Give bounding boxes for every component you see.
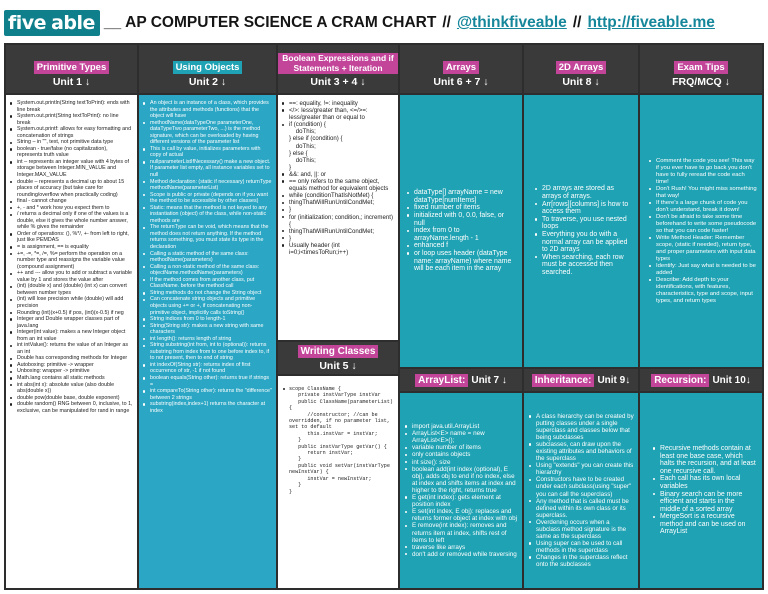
unit3-item: </>: less/greater than, <=/>=: less/greater than or equal to [281,107,394,121]
unit9-item: Changes in the superclass reflect onto the subclasses [528,554,635,568]
exam-tips-list [648,158,758,305]
unit2-item: An object is an instance of a class, which provides the attributes and methods (functions) that the object will have [142,100,272,120]
unit7-item: only contains objects [404,451,518,458]
unit1-item: Order of operations: (), %*/, +- from left to right, just like PEMDAS [9,231,133,244]
unit1-panel [6,95,137,588]
subheader-title: ArrayList: [415,374,468,387]
unit2-item: Scope is public or private (depends on if you want the method to be accessible by other classes) [142,192,272,205]
unit10-item: Each call has its own local variables [652,475,756,490]
unit1-item: int – represents an integer value with 4 bytes of storage between Integer.MIN_VALUE and Integer.MAX_VALUE [9,159,133,179]
unit9-item: A class hierarchy can be created by putting classes under a single superclass and classes below that being subclasses [528,413,635,441]
unit3-4-panel [278,95,398,340]
unit9-item: subclasses, can draw upon the existing attributes and behaviors of the superclass [528,441,635,462]
cram-grid [4,43,764,590]
unit2-item: This is call by value, initializes parameters with copy of actual [142,146,272,159]
unit7-item: variable number of items [404,444,518,451]
unit2-list [142,100,272,414]
fiveable-logo [4,10,100,36]
unit1-item: Autoboxing: primitive -> wrapper [9,362,133,369]
column-header-unit1 [6,45,137,93]
subheader-unit: Unit 9↓ [597,374,631,386]
unit1-item: String – in "", text, not primitive data type [9,139,133,146]
column-title: Arrays [443,61,479,74]
unit3-item: thingThatWillRunUntilCondMet; [281,228,394,235]
unit3-item: &&: and, ||: or [281,171,394,178]
column-title: 2D Arrays [556,61,607,74]
unit9-item: Constructors have to be created under each subclass(using "super" you can call the superclass) [528,476,635,497]
unit8-item: To traverse, you use nested loops [534,216,632,231]
unit1-item: int intValue(): returns the value of an Integer as an int [9,342,133,355]
recursion-panel [640,393,762,588]
unit10-item: MergeSort is a recursive method and can be used on ArrayList [652,513,756,536]
unit1-item: double pow(double base, double exponent) [9,395,133,402]
column-header-unit3-4 [278,45,398,93]
column-title: Boolean Expressions and if Statements + Iteration [278,53,398,74]
inheritance-panel [524,393,638,588]
page-header [0,6,768,40]
column-unit: Unit 3 + 4 ↓ [310,76,366,88]
unit1-item: System.out.printf: allows for easy formatting and concatenation of strings [9,126,133,139]
unit3-item: Usually header (int i=0;i<timesToRun;i++) [281,242,394,256]
tips-item: Describe: Add depth to your identifications, with features, characteristics, type and scope, input types, and return types [648,277,758,305]
unit7-item: ArrayList<E> name = new ArrayList<E>(); [404,430,518,444]
unit1-item: = is assignment, == is equality [9,244,133,251]
unit1-item: System.out.println(String textToPrint): ends with line break [9,100,133,113]
unit7-item: boolean add(int index (optional), E obj), adds obj to end if no index, else at index and shifts items at index and higher to the right, returns true [404,466,518,494]
column-header-exam-tips [640,45,762,93]
subheader-title: Inheritance: [532,374,595,387]
column-unit: Unit 2 ↓ [188,76,227,88]
2d-arrays-panel [524,95,638,367]
unit1-item: Rounding (int)(x+0.5) if pos, (int)(x-0.5) if neg [9,310,133,317]
unit7-item: E remove(int index): removes and returns item at index, shifts rest of items to left [404,522,518,543]
unit2-item: Calling a non-static method of the same class: objectName.methodName(parameters) [142,264,272,277]
arrays-panel [400,95,522,367]
title-line [104,14,715,32]
unit3-item: } [281,235,394,242]
tips-item: Don't Rush! You might miss something that way! [648,186,758,200]
subheader-title: Recursion: [651,374,709,387]
unit9-item: Overdening occurs when a subclass method signature is the same as the superclass [528,519,635,540]
unit2-item: Can concatenate string objects and primitive objects using += or +, if concatenating non-primitive object, implicitly calls toString() [142,296,272,316]
tips-item: If there's a large chunk of code you don't understand, break it down! [648,200,758,214]
unit9-item: Using "extends" you can create this hierarchy [528,462,635,476]
unit2-panel [139,95,276,588]
recursion-list [652,445,756,536]
arraylist-panel [400,393,522,588]
recursion-header [640,369,762,391]
unit1-item: final - cannot change [9,198,133,205]
unit2-item: int length(): returns length of string [142,336,272,343]
unit8-item: When searching, each row must be accessed then searched. [534,254,632,277]
subheader-title: Writing Classes [298,345,379,358]
unit7-item: don't add or removed while traversing [404,551,518,558]
unit2-item: String(String str): makes a new string with same characters [142,323,272,336]
unit1-item: double random() RNG between 0, inclusive, to 1, exclusive, can be manipulated for rand in range [9,401,133,414]
twitter-handle-link[interactable]: @thinkfiveable [456,14,567,31]
unit1-item: / returns a decimal only if one of the values is a double, else it gives the whole number answer, while % gives the remainder [9,211,133,231]
column-unit: Unit 1 ↓ [52,76,91,88]
subheader-unit: Unit 7 ↓ [471,374,507,386]
page-title: AP COMPUTER SCIENCE A CRAM CHART [125,14,437,31]
unit2-item: methodName(dataTypeOne parameterOne, dataTypeTwo parameterTwo, ...) is the method signature, which can be overloaded by having different versions of the parameter list [142,120,272,146]
unit1-item: double – represents a decimal up to about 15 places of accuracy (but take care for rounding/overflow when practically coding) [9,179,133,199]
unit3-item: thingThatWillRunUntilCondMet; [281,199,394,206]
unit6-item: enhanced f [406,242,516,250]
unit9-item: Any method that is called must be defined within its own class or its superclass. [528,498,635,519]
unit3-4-list [281,100,394,256]
unit3-item: } [281,206,394,213]
tips-item: Don't be afraid to take some time beforehand to write some pseudocode so that you can code faster! [648,214,758,235]
title-dash: __ [103,14,122,31]
tips-item: Comment the code you see! This way if you ever have to go back you don't have to fully reread the code each time! [648,158,758,186]
inheritance-header [524,369,638,391]
unit7-item: import java.util.ArrayList [404,423,518,430]
unit1-item: +, - and * work how you expect them to [9,205,133,212]
unit2-item: String indices from 0 to length-1 [142,316,272,323]
bullet-dot [283,388,285,390]
unit10-item: Binary search can be more efficient and starts in the middle of a sorted array [652,491,756,514]
unit6-item: index from 0 to arrayName.length - 1 [406,227,516,242]
tips-item: Write Method Header: Remember scope, (static if needed), return type, and proper parameters with input data types [648,235,758,263]
unit2-item: String methods do not change the String object [142,290,272,297]
unit2-item: Method declaration: (static if necessary) returnType methodName(parameterList) [142,179,272,192]
subheader-unit: Unit 5 ↓ [319,359,357,372]
unit3-item: ==: equality, !=: inequality [281,100,394,107]
column-title: Primitive Types [34,61,110,74]
unit1-item: +=, -=, *=, /=, %= perform the operation on a number type and reassigns the variable value (compound assignment) [9,251,133,271]
class-template-code: scope ClassName { private instVarType instVar public ClassName(parameterList) { //constructor; //can be overridden, if no parameter list, set to default this.instVar = instVar; } public instVarType getVar() { return instVar; } public void setVar(instVarType newInstVar) { instVar = newInstVar; } } [289,386,393,495]
unit7-item: traverse like arrays [404,544,518,551]
writing-classes-header [278,342,398,374]
title-separator: // [572,14,582,31]
subheader-unit: Unit 10↓ [712,374,751,386]
unit3-item: if (condition) { doThis; } else if (condition) { doThis; } else { doThis; } [281,121,394,171]
column-unit: FRQ/MCQ ↓ [672,76,730,88]
column-header-unit8 [524,45,638,93]
unit8-item: 2D arrays are stored as arrays of arrays. [534,185,632,200]
unit2-item: The returnType can be void, which means that the method does not return anything. If the method returns something, you must state its type in the declaration [142,224,272,250]
2d-arrays-list [534,185,632,276]
unit7-item: E set(int index, E obj): replaces and returns former object at index with obj [404,508,518,522]
arraylist-header [400,369,522,391]
unit8-item: Everything you do with a normal array can be applied to 2D arrays [534,231,632,254]
unit1-list [9,100,133,414]
unit5-panel [278,376,398,588]
unit2-item: substring(index,index+1) returns the character at index [142,401,272,414]
column-title: Using Objects [173,61,243,74]
unit1-item: System.out.print(String textToPrint): no line break [9,113,133,126]
column-header-unit6-7 [400,45,522,93]
unit2-item: Calling a static method of the same class: methodName(parameters) [142,251,272,264]
unit6-item: dataType[] arrayName = new dataType[numItems] [406,189,516,204]
column-unit: Unit 8 ↓ [562,76,600,88]
column-title: Exam Tips [674,61,727,74]
logo-text-able: able [50,10,100,36]
logo-text-five: five [4,10,50,36]
unit2-item: nullparameterListIfNecessary() make a new object. If parameter list empty, all instance variables set to null [142,159,272,179]
unit1-item: Math.lang contains all static methods [9,375,133,382]
unit1-item: (int) (double x) and (double) (int x) can convert between number types [9,283,133,296]
arrays-list [406,189,516,273]
unit7-item: int size(): size [404,459,518,466]
unit10-item: Recursive methods contain at least one base case, which halts the recursion, and at least one recursive call. [652,445,756,475]
unit2-item: int indexOf(String str): returns index of first occurrence of str, -1 if not found [142,362,272,375]
unit6-item: fixed number of items [406,204,516,212]
unit1-item: Integer and Double wrapper classes part of java.lang [9,316,133,329]
unit9-item: Using super can be used to call methods in the superclass [528,540,635,554]
unit1-item: Integer(int value): makes a new Integer object from an int value [9,329,133,342]
unit3-item: == only refers to the same object, equals method for equivalent objects [281,178,394,192]
inheritance-list [528,413,635,568]
unit1-item: int abs(int x): absolute value (also double abs(double x)) [9,382,133,395]
column-unit: Unit 6 + 7 ↓ [433,76,489,88]
unit2-item: Static: means that the method is not keyed to any instantiation (object) of the class, while non-static methods are [142,205,272,225]
unit1-item: ++ and --- allow you to add or subtract a variable value by 1 and stores the value after [9,270,133,283]
unit3-item: while (conditionThatIsNotMet) { [281,192,394,199]
unit3-item: for (initialization; condition,; increment) { [281,214,394,228]
title-separator: // [442,14,451,31]
unit6-item: or loop uses header (dataType name: arrayName) where name will be each item in the array [406,250,516,273]
unit7-item: E get(int index): gets element at position index [404,494,518,508]
unit2-item: boolean equals(String other): returns true if strings = [142,375,272,388]
unit8-item: Arr[rows][columns] is how to access them [534,201,632,216]
arraylist-list [404,423,518,558]
unit2-item: If the method comes from another class, put ClassName. before the method call [142,277,272,290]
unit1-item: Unboxing: wrapper -> primitive [9,368,133,375]
column-header-unit2 [139,45,276,93]
website-link[interactable]: http://fiveable.me [587,14,715,31]
unit1-item: (int) will lose precision while (double) will add precision [9,296,133,309]
unit2-item: int compareTo(String other): returns the "difference" between 2 strings [142,388,272,401]
tips-item: Identify: Just say what is needed to be added [648,263,758,277]
unit1-item: boolean - true/false (no capitalization), represents truth value [9,146,133,159]
unit6-item: initialized with 0, 0.0, false, or null [406,212,516,227]
exam-tips-panel [640,95,762,367]
unit2-item: String substring(int from, int to (optional)): returns substring from index from to one before index to, if to not present, then to end of string [142,342,272,362]
unit1-item: Double has corresponding methods for Integer [9,355,133,362]
